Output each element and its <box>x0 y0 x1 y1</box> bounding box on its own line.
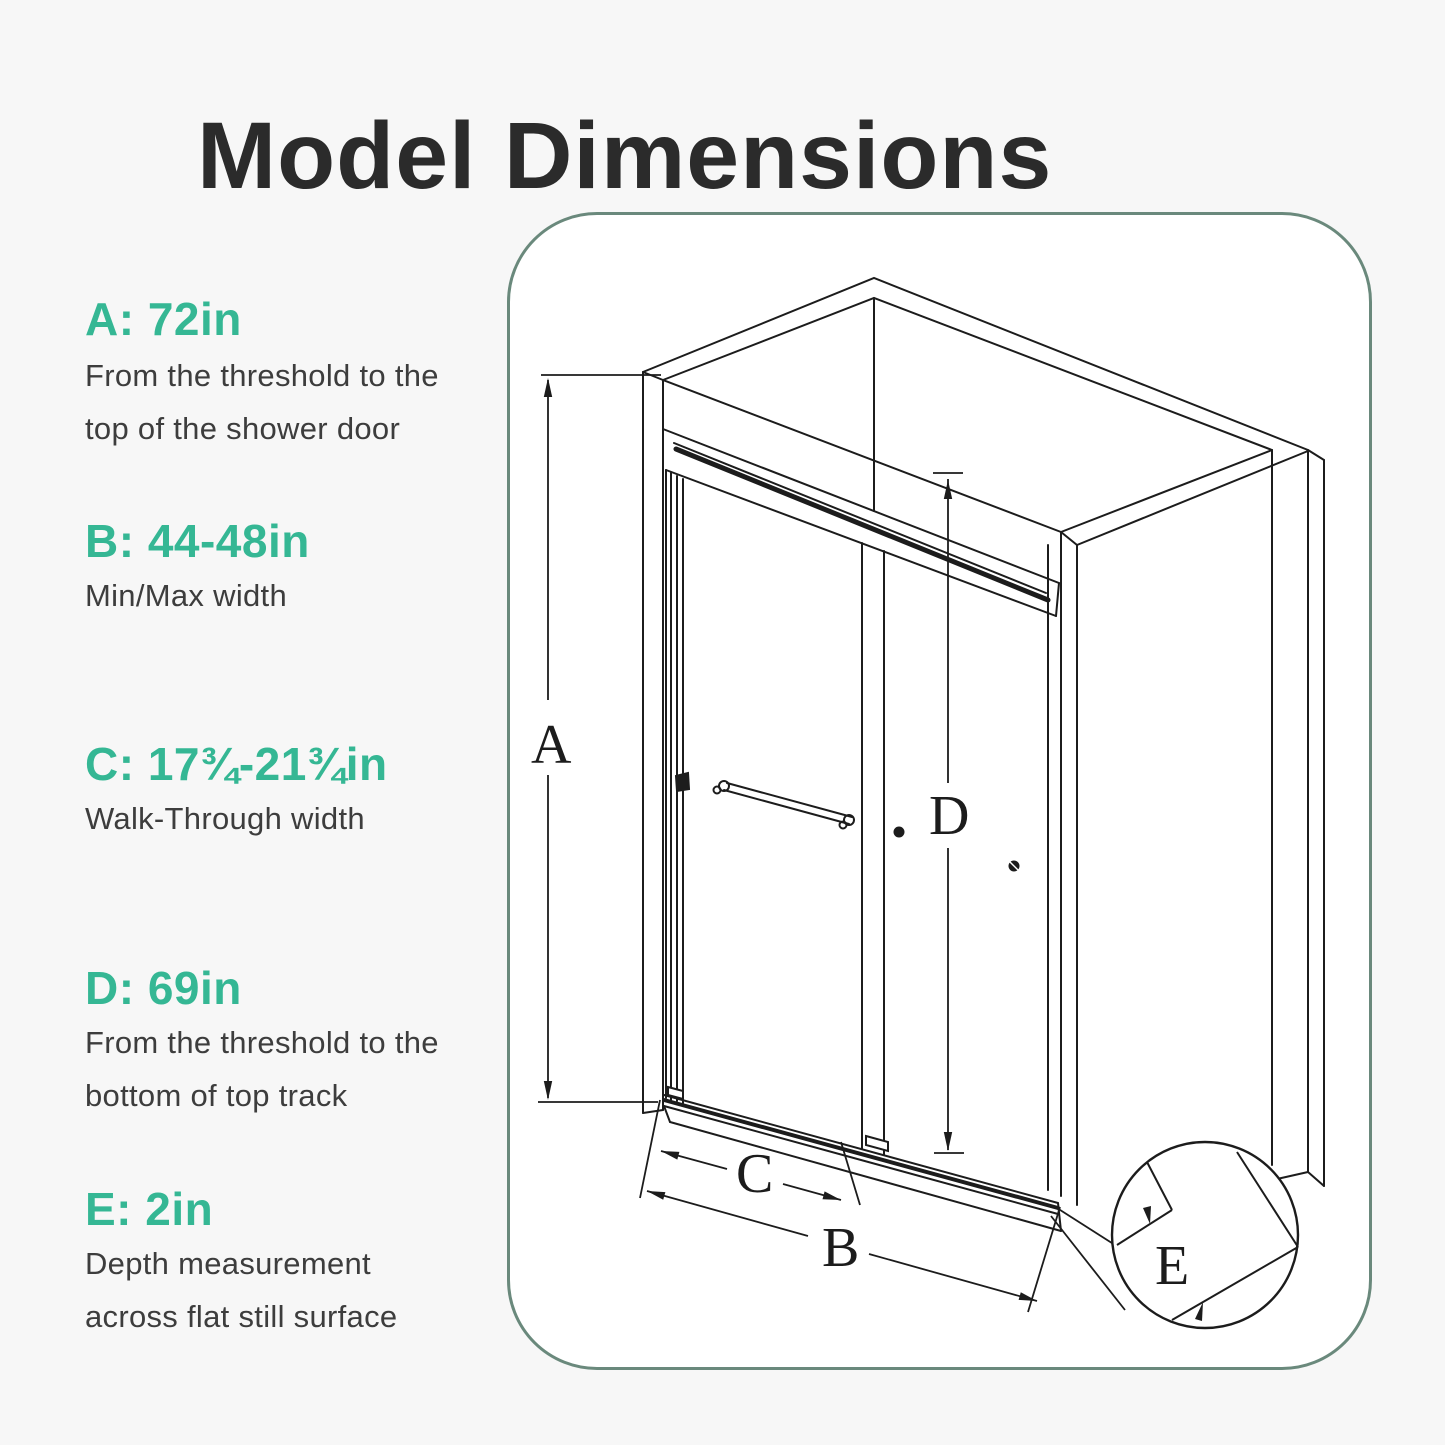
detail-circle-e <box>1051 1142 1298 1328</box>
dimension-label-c: C <box>736 1143 774 1205</box>
spec-desc-b-line1: Min/Max width <box>85 578 288 613</box>
rim-inner <box>663 298 1272 450</box>
dimension-label-b: B <box>822 1217 860 1279</box>
rim-outer <box>643 278 1308 450</box>
page-title: Model Dimensions <box>197 103 1053 209</box>
spec-desc-a-line1: From the threshold to the <box>85 358 439 393</box>
spec-label-e: E: 2in <box>85 1183 214 1235</box>
door-knob-right <box>1010 862 1019 871</box>
towel-bar-handle <box>714 781 855 829</box>
dimension-label-e: E <box>1155 1235 1190 1297</box>
spec-desc-a-line2: top of the shower door <box>85 411 401 446</box>
spec-desc-d-line2: bottom of top track <box>85 1078 348 1113</box>
spec-label-c: C: 17¾-21¾in <box>85 738 388 790</box>
dimension-label-a: A <box>531 714 572 776</box>
spec-desc-d-line1: From the threshold to the <box>85 1025 439 1060</box>
spec-desc-c-line1: Walk-Through width <box>85 801 365 836</box>
spec-desc-e-line1: Depth measurement <box>85 1246 371 1281</box>
jamb-bracket <box>676 773 689 791</box>
spec-desc-e-line2: across flat still surface <box>85 1299 398 1334</box>
spec-label-a: A: 72in <box>85 293 242 345</box>
dimension-label-d: D <box>929 785 970 847</box>
enclosure-drawing <box>643 278 1324 1231</box>
door-knob-left <box>895 828 904 837</box>
spec-label-b: B: 44-48in <box>85 515 310 567</box>
spec-label-d: D: 69in <box>85 962 242 1014</box>
